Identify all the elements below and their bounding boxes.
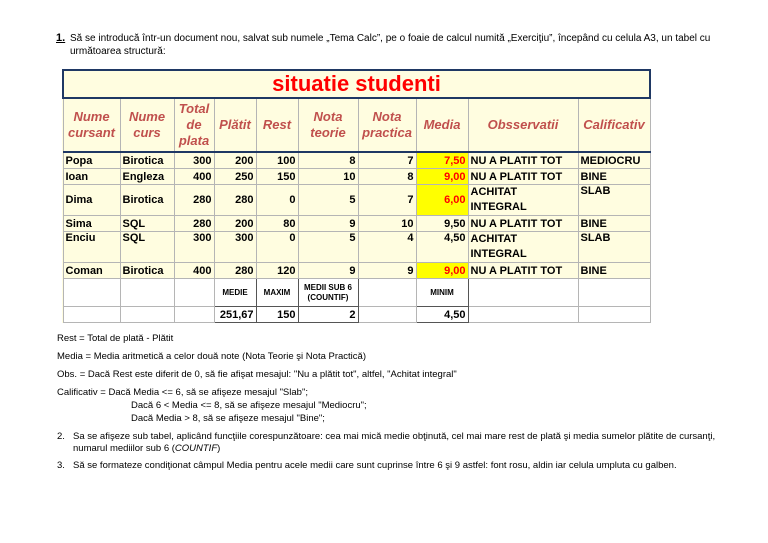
cell-total[interactable]: 280: [174, 216, 214, 232]
summary-label-row: [63, 279, 650, 307]
header-cell: Nume curs: [120, 98, 174, 152]
cell-name[interactable]: Enciu: [63, 232, 120, 263]
cell-media[interactable]: 9,00: [416, 169, 468, 185]
header-cell: Calificativ: [578, 98, 650, 152]
task-1-number: 1.: [56, 32, 66, 44]
label-minim: MINIM: [416, 279, 468, 307]
cell-name[interactable]: Coman: [63, 263, 120, 279]
table-row: [63, 152, 650, 169]
cell-practica[interactable]: 9: [358, 263, 416, 279]
header-cell: Rest: [256, 98, 298, 152]
cell-course[interactable]: Birotica: [120, 152, 174, 169]
cell-teorie[interactable]: 9: [298, 263, 358, 279]
header-cell: Nume cursant: [63, 98, 120, 152]
cell-practica[interactable]: 8: [358, 169, 416, 185]
task-2-function: COUNTIF: [174, 443, 218, 454]
cell-paid[interactable]: 200: [214, 152, 256, 169]
cell-rest[interactable]: 120: [256, 263, 298, 279]
cell-obs[interactable]: [468, 185, 578, 216]
cell-name[interactable]: Dima: [63, 185, 120, 216]
value-minim[interactable]: 4,50: [416, 307, 468, 323]
cell-course[interactable]: Birotica: [120, 185, 174, 216]
cell-calif[interactable]: SLAB: [578, 185, 650, 216]
spreadsheet: [62, 69, 651, 323]
obs-text: ACHITAT INTEGRAL: [470, 233, 527, 260]
cell-name[interactable]: Popa: [63, 152, 120, 169]
table-row: [63, 216, 650, 232]
header-cell: Nota practica: [358, 98, 416, 152]
task-1-text: Să se introducă într-un document nou, salvat sub numele „Tema Calc”, pe o foaie de calcul numită „Exerciţiu”, începând cu celula A3, un tabel cu următoarea structură:: [70, 33, 711, 57]
header-cell: Nota teorie: [298, 98, 358, 152]
task-2: [57, 431, 737, 455]
cell-rest[interactable]: 0: [256, 185, 298, 216]
cell-total[interactable]: 400: [174, 169, 214, 185]
cell-paid[interactable]: 280: [214, 185, 256, 216]
task-2-text-end: ): [217, 443, 221, 454]
cell-rest[interactable]: 100: [256, 152, 298, 169]
table-row: [63, 263, 650, 279]
label-countif: MEDII SUB 6 (COUNTIF): [298, 279, 358, 307]
cell-practica[interactable]: 4: [358, 232, 416, 263]
cell-total[interactable]: 400: [174, 263, 214, 279]
label-maxim: MAXIM: [256, 279, 298, 307]
cell-teorie[interactable]: 8: [298, 152, 358, 169]
note-calif-3: Dacă Media > 8, să se afişeze mesajul "Bine";: [131, 413, 325, 424]
cell-name[interactable]: Ioan: [63, 169, 120, 185]
cell-total[interactable]: 300: [174, 232, 214, 263]
cell-course[interactable]: SQL: [120, 232, 174, 263]
cell-total[interactable]: 300: [174, 152, 214, 169]
cell-paid[interactable]: 280: [214, 263, 256, 279]
cell-course[interactable]: Birotica: [120, 263, 174, 279]
cell-obs[interactable]: NU A PLATIT TOT: [468, 169, 578, 185]
cell-obs[interactable]: NU A PLATIT TOT: [468, 263, 578, 279]
cell-media[interactable]: 9,00: [416, 263, 468, 279]
summary-value-row: [63, 307, 650, 323]
cell-practica[interactable]: 10: [358, 216, 416, 232]
value-medie[interactable]: 251,67: [214, 307, 256, 323]
cell-practica[interactable]: 7: [358, 152, 416, 169]
cell-media[interactable]: 7,50: [416, 152, 468, 169]
note-calif-2: Dacă 6 < Media <= 8, să se afişeze mesajul "Mediocru";: [131, 400, 367, 411]
cell-obs[interactable]: NU A PLATIT TOT: [468, 216, 578, 232]
cell-teorie[interactable]: 5: [298, 185, 358, 216]
cell-obs[interactable]: [468, 232, 578, 263]
cell-course[interactable]: Engleza: [120, 169, 174, 185]
cell-calif[interactable]: BINE: [578, 263, 650, 279]
cell-total[interactable]: 280: [174, 185, 214, 216]
cell-paid[interactable]: 300: [214, 232, 256, 263]
note-media: Media = Media aritmetică a celor două note (Nota Teorie şi Nota Practică): [57, 351, 366, 362]
header-cell: Total de plata: [174, 98, 214, 152]
task-3-text: Să se formateze condiţionat câmpul Media pentru acele medii care sunt cuprinse între 6 şi 9 astfel: font rosu, aldin iar celula umpluta cu galben.: [73, 460, 677, 471]
note-rest: Rest = Total de plată - Plătit: [57, 333, 174, 344]
table-row: [63, 185, 650, 216]
cell-course[interactable]: SQL: [120, 216, 174, 232]
label-medie: MEDIE: [214, 279, 256, 307]
task-2-number: 2.: [57, 431, 65, 442]
cell-rest[interactable]: 0: [256, 232, 298, 263]
cell-calif[interactable]: BINE: [578, 216, 650, 232]
header-row: [63, 98, 650, 152]
value-countif[interactable]: 2: [298, 307, 358, 323]
cell-practica[interactable]: 7: [358, 185, 416, 216]
cell-media[interactable]: 6,00: [416, 185, 468, 216]
cell-paid[interactable]: 250: [214, 169, 256, 185]
header-cell: Obsservatii: [468, 98, 578, 152]
note-calif-1: Calificativ = Dacă Media <= 6, să se afişeze mesajul "Slab";: [57, 387, 308, 398]
task-2-text: Sa se afişeze sub tabel, aplicând funcţiile corespunzătoare: cea mai mică medie obţinută, cel mai mare rest de plată şi media sumelor plătite de cursanţi, numarul mediilor sub 6 (: [73, 431, 716, 454]
note-obs: Obs. = Dacă Rest este diferit de 0, să fie afişat mesajul: "Nu a plătit tot", altfel, "Achitat integral": [57, 369, 457, 380]
cell-calif[interactable]: SLAB: [578, 232, 650, 263]
cell-teorie[interactable]: 9: [298, 216, 358, 232]
header-cell: Plătit: [214, 98, 256, 152]
task-3: [57, 460, 737, 472]
cell-name[interactable]: Sima: [63, 216, 120, 232]
cell-teorie[interactable]: 10: [298, 169, 358, 185]
table-row: [63, 232, 650, 263]
cell-paid[interactable]: 200: [214, 216, 256, 232]
cell-media[interactable]: 4,50: [416, 232, 468, 263]
header-cell: Media: [416, 98, 468, 152]
table-title: situatie studenti: [63, 70, 650, 98]
task-3-number: 3.: [57, 460, 65, 471]
cell-calif[interactable]: MEDIOCRU: [578, 152, 650, 169]
students-table: [62, 69, 651, 323]
table-row: [63, 169, 650, 185]
obs-text: ACHITAT INTEGRAL: [470, 186, 527, 213]
value-maxim[interactable]: 150: [256, 307, 298, 323]
cell-obs[interactable]: NU A PLATIT TOT: [468, 152, 578, 169]
cell-teorie[interactable]: 5: [298, 232, 358, 263]
cell-rest[interactable]: 150: [256, 169, 298, 185]
cell-calif[interactable]: BINE: [578, 169, 650, 185]
cell-media[interactable]: 9,50: [416, 216, 468, 232]
cell-rest[interactable]: 80: [256, 216, 298, 232]
task-1: [57, 32, 737, 58]
